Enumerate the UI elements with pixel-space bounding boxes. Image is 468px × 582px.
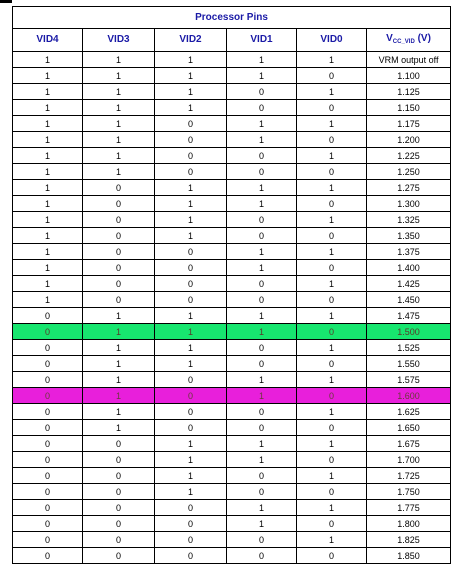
table-row xyxy=(13,148,451,164)
cell-vid0: 0 xyxy=(297,260,367,276)
cell-vid2: 0 xyxy=(155,148,227,164)
cell-vid0: 0 xyxy=(297,484,367,500)
cell-vid0: 0 xyxy=(297,452,367,468)
cell-vid0: 1 xyxy=(297,532,367,548)
header-vid1: VID1 xyxy=(227,29,297,52)
cell-vcc: 1.225 xyxy=(367,148,451,164)
cell-vid2: 1 xyxy=(155,356,227,372)
cell-vid0: 1 xyxy=(297,52,367,68)
header-vcc xyxy=(367,29,451,52)
cell-vid3: 1 xyxy=(83,100,155,116)
cell-vid1: 1 xyxy=(227,516,297,532)
cell-vid1: 0 xyxy=(227,292,297,308)
table-row xyxy=(13,84,451,100)
cell-vid0: 1 xyxy=(297,436,367,452)
cell-vid3: 1 xyxy=(83,356,155,372)
cell-vid4: 1 xyxy=(13,52,83,68)
cell-vid0: 1 xyxy=(297,244,367,260)
header-vcc-subscript: CC_VID xyxy=(392,38,415,45)
cell-vid0: 1 xyxy=(297,116,367,132)
cell-vid4: 0 xyxy=(13,340,83,356)
cell-vid2: 1 xyxy=(155,52,227,68)
cell-vid2: 0 xyxy=(155,292,227,308)
cell-vid0: 1 xyxy=(297,340,367,356)
cell-vid4: 0 xyxy=(13,388,83,404)
cell-vid4: 0 xyxy=(13,356,83,372)
cell-vcc: 1.375 xyxy=(367,244,451,260)
table-row xyxy=(13,100,451,116)
cell-vid2: 0 xyxy=(155,420,227,436)
cell-vid1: 0 xyxy=(227,148,297,164)
cell-vid2: 0 xyxy=(155,116,227,132)
table-row xyxy=(13,548,451,564)
table-row xyxy=(13,500,451,516)
cell-vid2: 0 xyxy=(155,532,227,548)
cell-vid3: 1 xyxy=(83,68,155,84)
cell-vid0: 1 xyxy=(297,372,367,388)
table-row xyxy=(13,260,451,276)
cell-vcc: 1.575 xyxy=(367,372,451,388)
cell-vid1: 1 xyxy=(227,436,297,452)
cell-vid4: 1 xyxy=(13,68,83,84)
cell-vid2: 1 xyxy=(155,212,227,228)
cell-vid3: 1 xyxy=(83,420,155,436)
cell-vid3: 0 xyxy=(83,180,155,196)
table-row xyxy=(13,516,451,532)
table-row xyxy=(13,52,451,68)
cell-vcc: 1.775 xyxy=(367,500,451,516)
cell-vid1: 1 xyxy=(227,388,297,404)
cell-vid1: 1 xyxy=(227,500,297,516)
cell-vid4: 0 xyxy=(13,500,83,516)
cell-vid2: 0 xyxy=(155,548,227,564)
cell-vid2: 1 xyxy=(155,340,227,356)
cell-vid1: 1 xyxy=(227,68,297,84)
cell-vcc: 1.700 xyxy=(367,452,451,468)
cell-vid2: 0 xyxy=(155,388,227,404)
cell-vid2: 1 xyxy=(155,228,227,244)
table-row xyxy=(13,404,451,420)
table-row xyxy=(13,164,451,180)
cell-vid1: 1 xyxy=(227,308,297,324)
cell-vcc: 1.175 xyxy=(367,116,451,132)
cell-vid3: 1 xyxy=(83,148,155,164)
cell-vid3: 1 xyxy=(83,404,155,420)
cell-vid3: 0 xyxy=(83,244,155,260)
cell-vid0: 0 xyxy=(297,132,367,148)
cell-vid2: 1 xyxy=(155,436,227,452)
cell-vid0: 0 xyxy=(297,516,367,532)
cell-vid0: 0 xyxy=(297,164,367,180)
cell-vid2: 1 xyxy=(155,452,227,468)
cell-vid1: 0 xyxy=(227,100,297,116)
cell-vid2: 1 xyxy=(155,484,227,500)
cell-vid1: 1 xyxy=(227,52,297,68)
table-row xyxy=(13,388,451,404)
cell-vid0: 0 xyxy=(297,100,367,116)
cell-vid1: 0 xyxy=(227,84,297,100)
cell-vcc: 1.275 xyxy=(367,180,451,196)
cell-vid0: 1 xyxy=(297,84,367,100)
cell-vid3: 1 xyxy=(83,164,155,180)
cell-vid1: 0 xyxy=(227,420,297,436)
cell-vcc: 1.250 xyxy=(367,164,451,180)
cell-vid2: 1 xyxy=(155,468,227,484)
cell-vid3: 1 xyxy=(83,52,155,68)
table-row xyxy=(13,68,451,84)
cell-vcc: 1.450 xyxy=(367,292,451,308)
cell-vid0: 0 xyxy=(297,292,367,308)
cell-vid1: 1 xyxy=(227,116,297,132)
table-row xyxy=(13,436,451,452)
cell-vid2: 0 xyxy=(155,260,227,276)
table-body xyxy=(13,52,451,564)
cell-vcc: 1.325 xyxy=(367,212,451,228)
cell-vid1: 0 xyxy=(227,548,297,564)
table-row xyxy=(13,340,451,356)
cell-vid3: 0 xyxy=(83,196,155,212)
cell-vid0: 0 xyxy=(297,68,367,84)
table-row xyxy=(13,468,451,484)
cell-vid0: 1 xyxy=(297,404,367,420)
cell-vid0: 1 xyxy=(297,276,367,292)
cell-vcc: 1.150 xyxy=(367,100,451,116)
table-row xyxy=(13,484,451,500)
table-row xyxy=(13,420,451,436)
cell-vid1: 0 xyxy=(227,404,297,420)
cell-vid3: 1 xyxy=(83,340,155,356)
cell-vid2: 0 xyxy=(155,372,227,388)
cell-vcc: 1.300 xyxy=(367,196,451,212)
cell-vid1: 1 xyxy=(227,196,297,212)
cell-vid4: 0 xyxy=(13,372,83,388)
header-vid2: VID2 xyxy=(155,29,227,52)
cell-vid1: 0 xyxy=(227,340,297,356)
cell-vid1: 1 xyxy=(227,260,297,276)
cell-vid3: 1 xyxy=(83,308,155,324)
header-vcc-unit: (V) xyxy=(414,32,431,44)
table-row xyxy=(13,196,451,212)
cell-vcc: 1.100 xyxy=(367,68,451,84)
cell-vid2: 1 xyxy=(155,84,227,100)
cell-vid4: 1 xyxy=(13,228,83,244)
cell-vid0: 0 xyxy=(297,196,367,212)
header-vcc-v: V xyxy=(386,32,393,44)
cell-vid3: 0 xyxy=(83,276,155,292)
cell-vcc: 1.350 xyxy=(367,228,451,244)
cell-vid2: 0 xyxy=(155,276,227,292)
table-row xyxy=(13,180,451,196)
table-row xyxy=(13,276,451,292)
cell-vid3: 1 xyxy=(83,84,155,100)
vid-table xyxy=(12,6,451,564)
cell-vcc: 1.550 xyxy=(367,356,451,372)
cell-vid1: 0 xyxy=(227,164,297,180)
cell-vid0: 0 xyxy=(297,356,367,372)
header-vid3: VID3 xyxy=(83,29,155,52)
cell-vid3: 1 xyxy=(83,132,155,148)
cell-vid3: 1 xyxy=(83,372,155,388)
cell-vid4: 0 xyxy=(13,532,83,548)
cell-vcc: 1.600 xyxy=(367,388,451,404)
cell-vcc: 1.800 xyxy=(367,516,451,532)
cell-vid0: 0 xyxy=(297,548,367,564)
table-row xyxy=(13,228,451,244)
cell-vid3: 0 xyxy=(83,228,155,244)
cell-vid4: 0 xyxy=(13,484,83,500)
cell-vid4: 1 xyxy=(13,148,83,164)
cell-vid1: 1 xyxy=(227,132,297,148)
cell-vid2: 1 xyxy=(155,100,227,116)
cell-vid4: 1 xyxy=(13,84,83,100)
cell-vcc: 1.200 xyxy=(367,132,451,148)
cell-vid1: 1 xyxy=(227,244,297,260)
table-row xyxy=(13,532,451,548)
header-vid4: VID4 xyxy=(13,29,83,52)
cell-vid0: 1 xyxy=(297,180,367,196)
cell-vid4: 0 xyxy=(13,404,83,420)
cell-vcc: 1.400 xyxy=(367,260,451,276)
cell-vid3: 0 xyxy=(83,484,155,500)
table-row xyxy=(13,132,451,148)
table-row xyxy=(13,308,451,324)
cell-vid4: 1 xyxy=(13,212,83,228)
cell-vid3: 0 xyxy=(83,468,155,484)
cell-vcc: 1.625 xyxy=(367,404,451,420)
table-title: Processor Pins xyxy=(13,7,451,29)
cell-vid4: 0 xyxy=(13,468,83,484)
cell-vid3: 0 xyxy=(83,260,155,276)
cell-vid3: 0 xyxy=(83,452,155,468)
cell-vid4: 0 xyxy=(13,420,83,436)
cell-vid4: 1 xyxy=(13,100,83,116)
header-vid0: VID0 xyxy=(297,29,367,52)
cell-vcc: 1.650 xyxy=(367,420,451,436)
cell-vid1: 0 xyxy=(227,212,297,228)
cell-vid2: 0 xyxy=(155,500,227,516)
cell-vid3: 0 xyxy=(83,500,155,516)
cell-vid1: 1 xyxy=(227,372,297,388)
cell-vid1: 0 xyxy=(227,276,297,292)
cell-vid3: 0 xyxy=(83,292,155,308)
cell-vid2: 0 xyxy=(155,404,227,420)
cell-vid4: 1 xyxy=(13,132,83,148)
cell-vcc: 1.750 xyxy=(367,484,451,500)
cell-vid2: 1 xyxy=(155,180,227,196)
cell-vid0: 0 xyxy=(297,324,367,340)
cell-vid1: 0 xyxy=(227,356,297,372)
table-row xyxy=(13,452,451,468)
table-row xyxy=(13,372,451,388)
table-row xyxy=(13,116,451,132)
cell-vid0: 1 xyxy=(297,308,367,324)
cell-vid4: 0 xyxy=(13,516,83,532)
cell-vid0: 0 xyxy=(297,388,367,404)
cell-vid3: 1 xyxy=(83,324,155,340)
cell-vid1: 1 xyxy=(227,324,297,340)
cell-vid4: 1 xyxy=(13,260,83,276)
cell-vid4: 0 xyxy=(13,436,83,452)
cell-vid4: 1 xyxy=(13,292,83,308)
cell-vcc: 1.725 xyxy=(367,468,451,484)
cell-vid1: 0 xyxy=(227,468,297,484)
cell-vcc: 1.675 xyxy=(367,436,451,452)
cell-vid2: 1 xyxy=(155,196,227,212)
cell-vcc: 1.525 xyxy=(367,340,451,356)
cell-vcc: 1.425 xyxy=(367,276,451,292)
table-row xyxy=(13,212,451,228)
cell-vid3: 1 xyxy=(83,116,155,132)
table-row xyxy=(13,292,451,308)
cell-vid1: 0 xyxy=(227,532,297,548)
cell-vcc: 1.500 xyxy=(367,324,451,340)
cell-vid4: 1 xyxy=(13,276,83,292)
cell-vid0: 0 xyxy=(297,420,367,436)
cell-vid0: 1 xyxy=(297,148,367,164)
cell-vid4: 1 xyxy=(13,196,83,212)
cell-vid3: 1 xyxy=(83,388,155,404)
cell-vid2: 0 xyxy=(155,164,227,180)
cell-vid4: 1 xyxy=(13,116,83,132)
cell-vcc: 1.125 xyxy=(367,84,451,100)
cell-vid4: 0 xyxy=(13,308,83,324)
cell-vid1: 0 xyxy=(227,228,297,244)
cell-vid0: 1 xyxy=(297,500,367,516)
table-row xyxy=(13,324,451,340)
cell-vid3: 0 xyxy=(83,436,155,452)
table-row xyxy=(13,244,451,260)
cell-vid2: 0 xyxy=(155,516,227,532)
cell-vcc: VRM output off xyxy=(367,52,451,68)
cell-vid1: 1 xyxy=(227,180,297,196)
cell-vid1: 1 xyxy=(227,452,297,468)
cell-vid4: 0 xyxy=(13,548,83,564)
cell-vid4: 0 xyxy=(13,324,83,340)
cell-vcc: 1.475 xyxy=(367,308,451,324)
cell-vid4: 1 xyxy=(13,180,83,196)
cell-vid3: 0 xyxy=(83,532,155,548)
cell-vid0: 0 xyxy=(297,228,367,244)
header-row xyxy=(13,29,451,52)
cell-vcc: 1.850 xyxy=(367,548,451,564)
cell-vid0: 1 xyxy=(297,468,367,484)
cell-vid4: 0 xyxy=(13,452,83,468)
cell-vid2: 0 xyxy=(155,244,227,260)
cell-vid2: 1 xyxy=(155,324,227,340)
cell-vid2: 0 xyxy=(155,132,227,148)
cell-vid0: 1 xyxy=(297,212,367,228)
table-row xyxy=(13,356,451,372)
cell-vid4: 1 xyxy=(13,244,83,260)
cell-vcc: 1.825 xyxy=(367,532,451,548)
top-rule xyxy=(0,0,12,3)
cell-vid3: 0 xyxy=(83,212,155,228)
cell-vid3: 0 xyxy=(83,548,155,564)
cell-vid4: 1 xyxy=(13,164,83,180)
cell-vid3: 0 xyxy=(83,516,155,532)
cell-vid2: 1 xyxy=(155,308,227,324)
cell-vid1: 0 xyxy=(227,484,297,500)
cell-vid2: 1 xyxy=(155,68,227,84)
